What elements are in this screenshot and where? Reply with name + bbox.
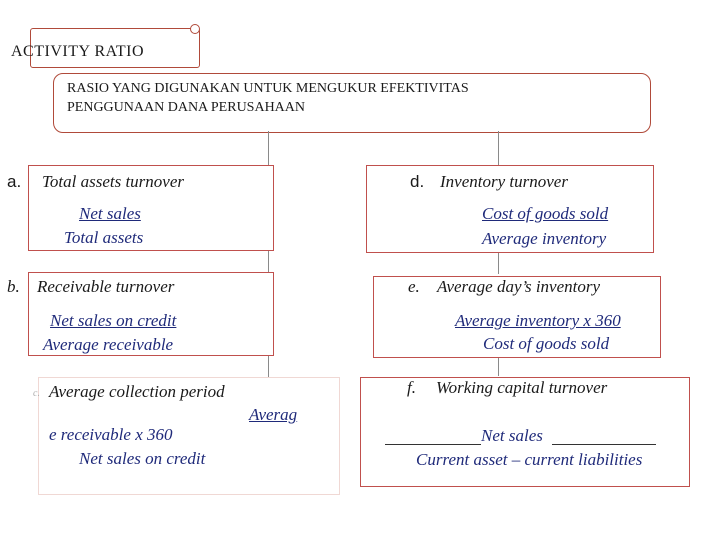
ratio-box-inventory-turnover <box>366 165 654 253</box>
numerator-f: Net sales <box>481 426 543 445</box>
item-letter-c: c. <box>33 388 40 399</box>
connector-d-e <box>498 252 499 274</box>
connector-b-c <box>268 355 269 377</box>
ratio-box-average-days-inventory <box>373 276 661 358</box>
item-letter-e: e. <box>408 277 420 296</box>
ratio-name-a: Total assets turnover <box>42 172 185 191</box>
ratio-name-d: Inventory turnover <box>440 172 568 191</box>
connector-a-b <box>268 250 269 272</box>
scroll-curl-top <box>190 24 200 34</box>
description-line-2: PENGGUNAAN DANA PERUSAHAAN <box>67 100 306 115</box>
denominator-e: Cost of goods sold <box>483 334 610 353</box>
ratio-name-f: Working capital turnover <box>436 378 608 397</box>
connector-right <box>498 131 499 165</box>
item-letter-b: b. <box>7 277 20 296</box>
connector-e-f <box>498 358 499 376</box>
fraction-line-f-right <box>552 444 656 445</box>
ratio-box-total-assets-turnover <box>7 165 274 251</box>
numerator-b: Net sales on credit <box>50 311 177 330</box>
description-banner <box>53 73 651 133</box>
ratio-name-c: Average collection period <box>49 382 225 401</box>
numerator-c-part2: e receivable x 360 <box>49 425 173 444</box>
item-letter-d: d. <box>410 172 425 191</box>
ratio-name-b: Receivable turnover <box>37 277 175 296</box>
fraction-line-f-left <box>385 444 481 445</box>
connector-left <box>268 131 269 165</box>
item-letter-a: a. <box>7 172 22 191</box>
ratio-box-average-collection-period <box>33 377 340 495</box>
numerator-d: Cost of goods sold <box>482 204 609 223</box>
item-letter-f: f. <box>407 378 416 397</box>
numerator-e: Average inventory x 360 <box>455 311 621 330</box>
denominator-d: Average inventory <box>482 229 607 248</box>
denominator-f: Current asset – current liabilities <box>416 450 643 469</box>
numerator-a: Net sales <box>79 204 141 223</box>
description-line-1: RASIO YANG DIGUNAKAN UNTUK MENGUKUR EFEKTIVITAS <box>67 81 469 96</box>
numerator-c-part1: Averag <box>249 405 298 424</box>
denominator-a: Total assets <box>64 228 144 247</box>
page-title: ACTIVITY RATIO <box>11 43 145 60</box>
ratio-box-working-capital-turnover <box>360 377 690 487</box>
denominator-b: Average receivable <box>43 335 174 354</box>
ratio-box-receivable-turnover <box>7 272 274 356</box>
title-banner <box>11 28 200 68</box>
ratio-name-e: Average day’s inventory <box>437 277 601 296</box>
denominator-c: Net sales on credit <box>79 449 206 468</box>
